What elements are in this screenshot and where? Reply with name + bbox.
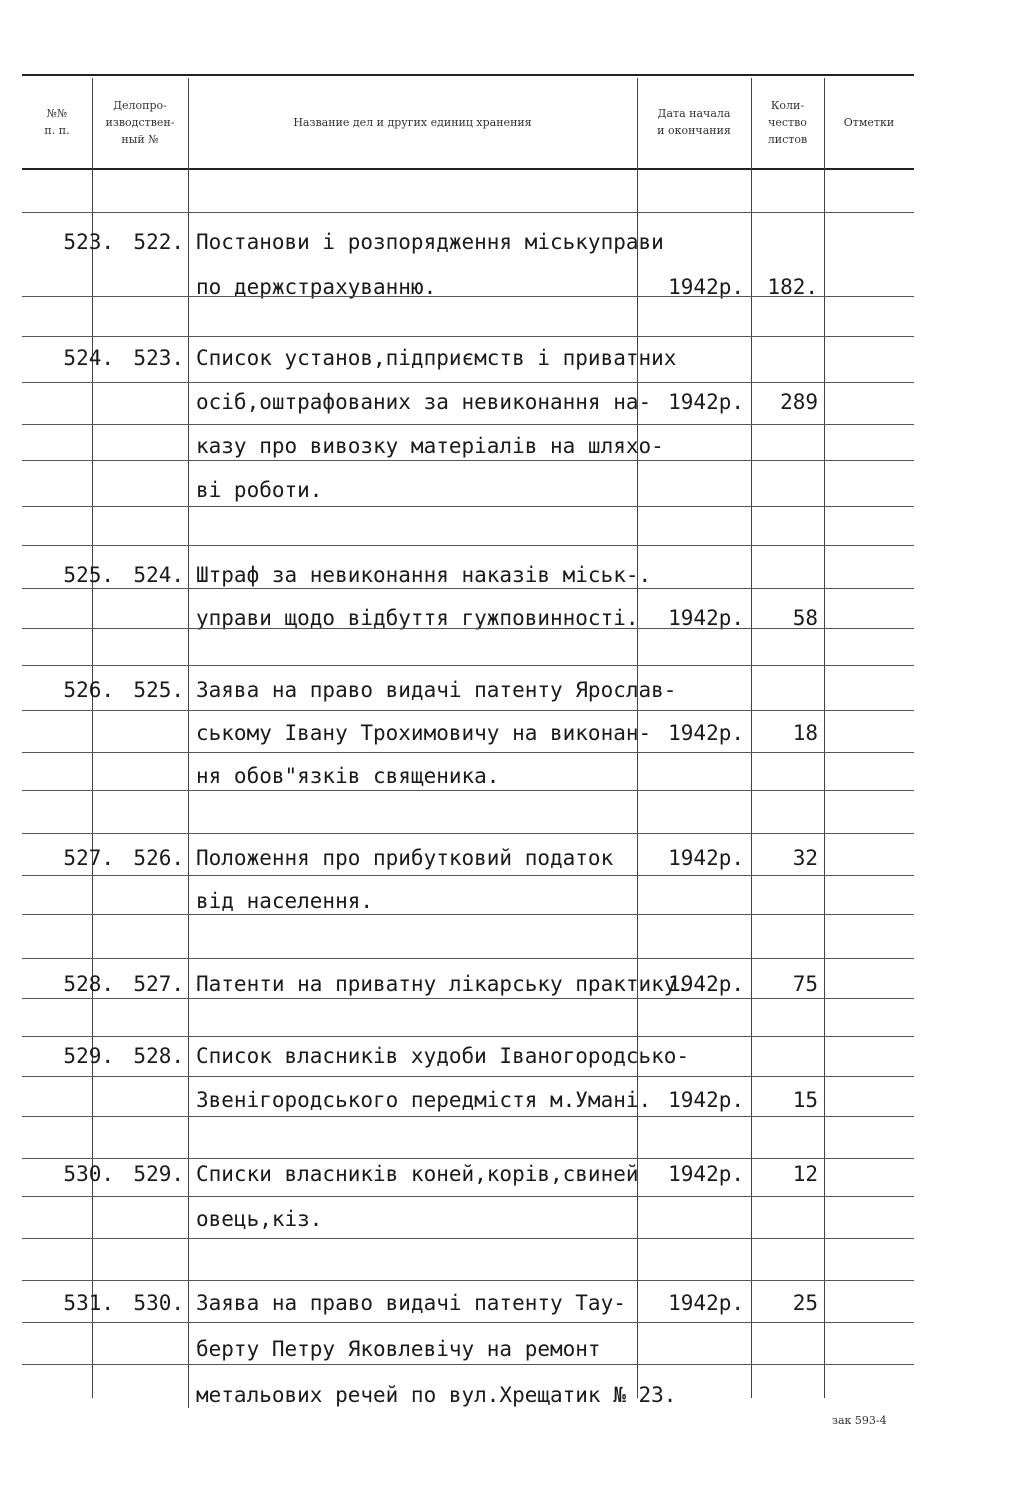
row-sheets: 289 xyxy=(780,390,818,414)
ruled-line xyxy=(22,665,914,666)
row-title-line: управи щодо відбуття гужповинності. xyxy=(196,606,639,630)
row-title-line: ському Івану Трохимовичу на виконан- xyxy=(196,721,652,745)
row-office-number: 527. xyxy=(133,972,184,996)
ruled-line xyxy=(22,545,914,546)
ruled-line xyxy=(22,958,914,959)
row-title-line: казу про вивозку матеріалів на шляхо- xyxy=(196,434,664,458)
row-number: 526. xyxy=(63,678,114,702)
row-date: 1942р. xyxy=(668,390,744,414)
row-office-number: 524. xyxy=(133,563,184,587)
row-number: 523. xyxy=(63,230,114,254)
ruled-line xyxy=(22,382,914,383)
row-title-line: Патенти на приватну лікарську практику. xyxy=(196,972,690,996)
header-col-notes: Отметки xyxy=(843,115,895,129)
row-number: 528. xyxy=(63,972,114,996)
ruled-line xyxy=(22,1196,914,1197)
row-title-line: осіб,оштрафованих за невиконання на- xyxy=(196,390,652,414)
ruled-line xyxy=(22,1076,914,1077)
row-title-line: ві роботи. xyxy=(196,478,323,502)
column-divider xyxy=(92,78,93,1398)
row-sheets: 32 xyxy=(792,846,818,870)
ruled-line xyxy=(22,506,914,507)
row-office-number: 528. xyxy=(133,1044,184,1068)
row-office-number: 526. xyxy=(133,846,184,870)
row-title-line: Штраф за невиконання наказів міськ-. xyxy=(196,563,652,587)
ruled-line xyxy=(22,875,914,876)
ruled-line xyxy=(22,1280,914,1281)
ruled-line xyxy=(22,336,914,337)
row-number: 531. xyxy=(63,1291,114,1315)
ruled-line xyxy=(22,710,914,711)
order-mark: зак 593-4 xyxy=(832,1414,887,1427)
header-col-office-number: Делопро- изводствен- ный № xyxy=(105,98,175,146)
row-title-line: ня обов"язків священика. xyxy=(196,764,500,788)
ruled-line xyxy=(22,1158,914,1159)
row-date: 1942р. xyxy=(668,1162,744,1186)
row-office-number: 523. xyxy=(133,346,184,370)
row-date: 1942р. xyxy=(668,721,744,745)
row-sheets: 75 xyxy=(792,972,818,996)
row-sheets: 182. xyxy=(767,275,818,299)
row-sheets: 15 xyxy=(792,1088,818,1112)
ruled-line xyxy=(22,914,914,915)
ruled-line xyxy=(22,212,914,213)
row-date: 1942р. xyxy=(668,972,744,996)
row-title-line: Положення про прибутковий податок xyxy=(196,846,614,870)
row-number: 524. xyxy=(63,346,114,370)
ruled-line xyxy=(22,790,914,791)
row-title-line: по держстрахуванню. xyxy=(196,275,437,299)
ruled-line xyxy=(22,588,914,589)
header-col-dates: Дата начала и окончания xyxy=(657,107,731,137)
row-date: 1942р. xyxy=(668,1291,744,1315)
column-divider xyxy=(824,78,825,1398)
ruled-line xyxy=(22,1036,914,1037)
ruled-line xyxy=(22,752,914,753)
header-col-title: Название дел и других единиц хранения xyxy=(293,115,532,129)
row-title-line: овець,кіз. xyxy=(196,1207,323,1231)
row-number: 525. xyxy=(63,563,114,587)
row-title-line: берту Петру Яковлевічу на ремонт xyxy=(196,1337,601,1361)
row-date: 1942р. xyxy=(668,1088,744,1112)
ruled-line xyxy=(22,628,914,629)
ruled-line xyxy=(22,833,914,834)
ruled-line xyxy=(22,1322,914,1323)
ruled-line xyxy=(22,1116,914,1117)
column-divider xyxy=(188,78,189,1408)
row-title-line: Звенігородського передмістя м.Умані. xyxy=(196,1088,652,1112)
row-number: 527. xyxy=(63,846,114,870)
row-sheets: 12 xyxy=(792,1162,818,1186)
row-title-line: метальових речей по вул.Хрещатик № 23. xyxy=(196,1383,677,1407)
ruled-line xyxy=(22,998,914,999)
row-sheets: 25 xyxy=(792,1291,818,1315)
row-title-line: Список установ,підприємств і приватних xyxy=(196,346,677,370)
table-header xyxy=(22,74,914,170)
ruled-line xyxy=(22,460,914,461)
row-sheets: 58 xyxy=(792,606,818,630)
header-col-sheets: Коли- чество листов xyxy=(767,98,808,146)
row-office-number: 529. xyxy=(133,1162,184,1186)
row-date: 1942р. xyxy=(668,275,744,299)
row-number: 529. xyxy=(63,1044,114,1068)
ruled-line xyxy=(22,1364,914,1365)
row-office-number: 522. xyxy=(133,230,184,254)
row-title-line: Заява на право видачі патенту Ярослав- xyxy=(196,678,677,702)
row-title-line: від населення. xyxy=(196,889,374,913)
ruled-line xyxy=(22,424,914,425)
row-date: 1942р. xyxy=(668,606,744,630)
row-number: 530. xyxy=(63,1162,114,1186)
ruled-line xyxy=(22,1238,914,1239)
row-title-line: Постанови і розпорядження міськуправи xyxy=(196,230,664,254)
ruled-line xyxy=(22,296,914,297)
row-title-line: Список власників худоби Іваногородсько- xyxy=(196,1044,690,1068)
header-col-number: №№ п. п. xyxy=(44,107,70,137)
row-title-line: Заява на право видачі патенту Тау- xyxy=(196,1291,626,1315)
row-sheets: 18 xyxy=(792,721,818,745)
row-title-line: Списки власників коней,корів,свиней xyxy=(196,1162,639,1186)
row-office-number: 525. xyxy=(133,678,184,702)
row-date: 1942р. xyxy=(668,846,744,870)
row-office-number: 530. xyxy=(133,1291,184,1315)
